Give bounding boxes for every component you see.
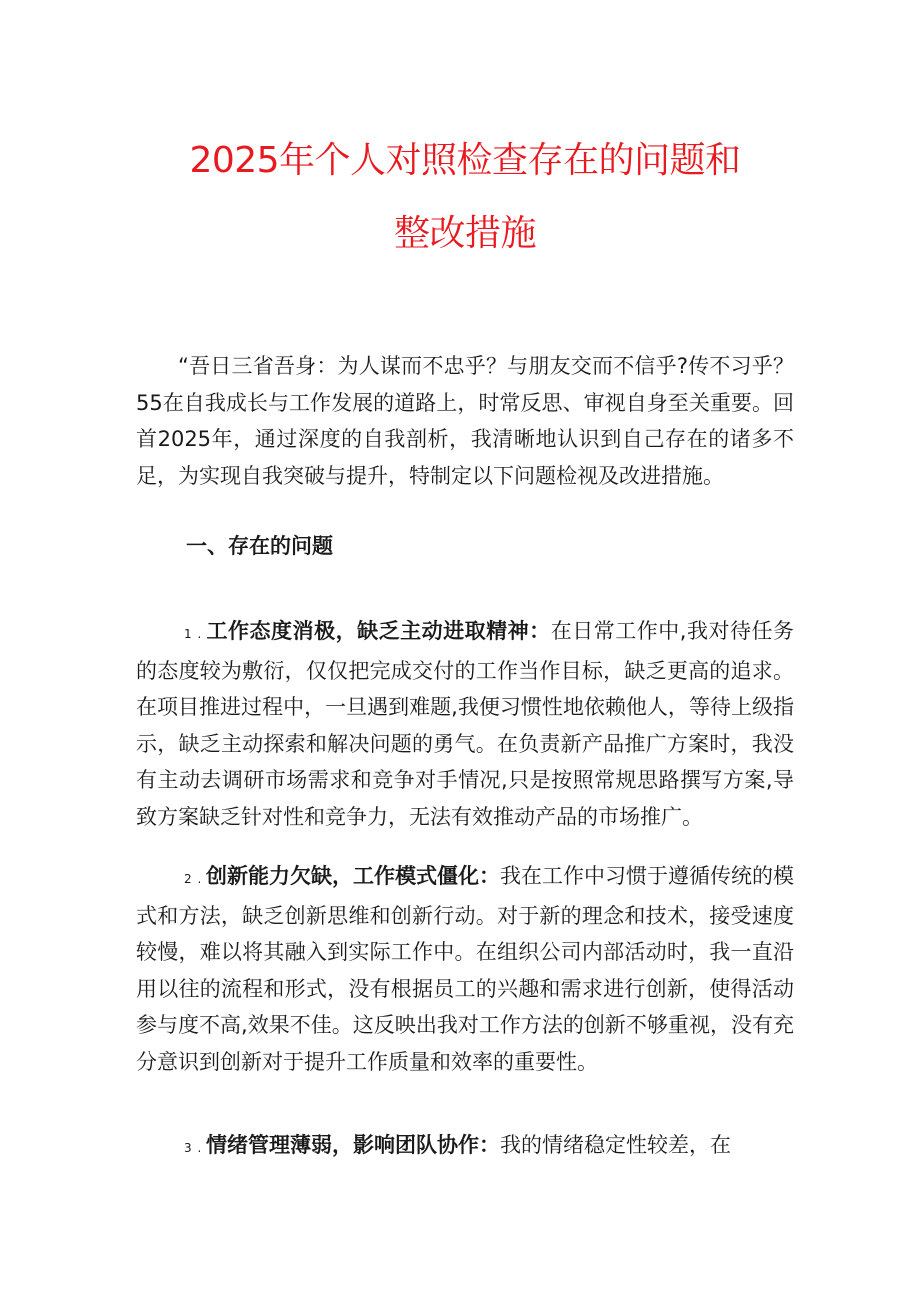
document-title-line-2: 整改措施	[393, 213, 536, 254]
item-number: 1 .	[184, 627, 203, 641]
item-text: 我在工作中习惯于遵循传统的模式和方法，缺乏创新思维和创新行动。对于新的理念和技术，接受速度较慢，难以将其融入到实际工作中。在组织公司内部活动时，我一直沿用以往的流程和形式，没有根据员工的兴趣和需求进行创新，使得活动参与度不高,效果不佳。这反映出我对工作方法的创新不够重视，没有充分意识到创新对于提升工作质量和效率的重要性。	[136, 864, 794, 1074]
document-title-line-1: 2025年个人对照检查存在的问题和	[189, 140, 741, 181]
section-heading: 一、存在的问题	[186, 534, 333, 558]
item-title: 工作态度消极，缺乏主动进取精神：	[206, 619, 551, 643]
item-title: 创新能力欠缺，工作模式僵化：	[206, 864, 500, 888]
item-number: 2 .	[184, 872, 203, 886]
item-title: 情绪管理薄弱，影响团队协作：	[206, 1133, 500, 1157]
intro-paragraph: “吾日三省吾身：为人谋而不忠乎？与朋友交而不信乎?传不习乎？55在自我成长与工作发展的道路上，时常反思、审视自身至关重要。回首2025年，通过深度的自我剖析，我清晰地认识到自己存在的诸多不足，为实现自我突破与提升，特制定以下问题检视及改进措施。	[136, 354, 794, 488]
item-text: 我的情绪稳定性较差，在	[500, 1133, 731, 1157]
problem-item-2	[136, 858, 794, 1080]
problem-item-1	[136, 613, 794, 835]
item-text: 在日常工作中,我对待任务的态度较为敷衍，仅仅把完成交付的工作当作目标，缺乏更高的追求。在项目推进过程中，一旦遇到难题,我便习惯性地依赖他人，等待上级指示，缺乏主动探索和解决问题的勇气。在负责新产品推广方案时，我没有主动去调研市场需求和竞争对手情况,只是按照常规思路撰写方案,导致方案缺乏针对性和竞争力，无法有效推动产品的市场推广。	[136, 619, 795, 829]
problem-item-3	[136, 1127, 794, 1167]
item-number: 3 .	[184, 1141, 203, 1155]
